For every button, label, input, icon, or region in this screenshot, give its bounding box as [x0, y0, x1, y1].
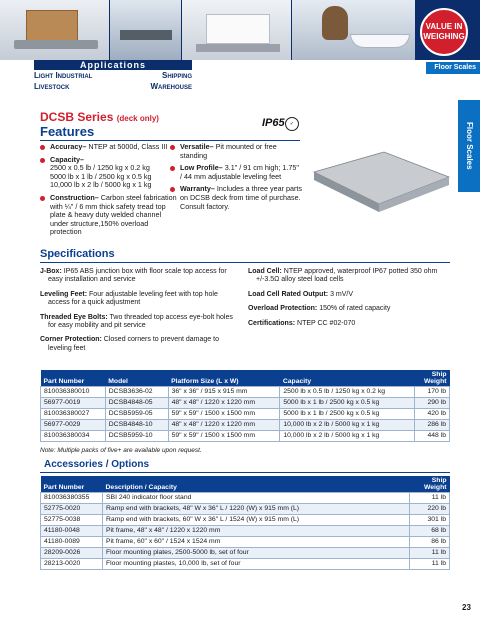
table-cell: 52775-0038	[41, 515, 103, 526]
accessories-heading: Accessories / Options	[44, 459, 150, 470]
feature-label: Versatile–	[180, 142, 214, 151]
features-left-column	[40, 143, 180, 241]
feature-item	[170, 143, 302, 160]
spec-label: Load Cell:	[248, 268, 282, 275]
column-header: Part Number	[41, 370, 106, 387]
table-cell: 59" x 59" / 1500 x 1500 mm	[168, 431, 280, 442]
column-header: Capacity	[280, 370, 414, 387]
spec-item	[248, 291, 450, 299]
table-cell: 810036380034	[41, 431, 106, 442]
features-divider	[40, 140, 300, 141]
applications-list	[34, 70, 192, 92]
feature-text: 5000 lb x 1 lb / 2500 kg x 0.5 kg	[50, 171, 152, 181]
table-cell: Ramp end with brackets, 60" W x 36" L / 1524 (W) x 915 mm (L)	[103, 515, 410, 526]
table-row	[41, 504, 450, 515]
applications-heading: Applications	[34, 60, 192, 70]
table-cell: 59" x 59" / 1500 x 1500 mm	[168, 409, 280, 420]
table-note: Note: Multiple packs of five+ are available upon request.	[40, 447, 202, 454]
ntep-seal-icon: ✓	[285, 117, 299, 131]
models-table	[40, 370, 450, 442]
spec-item	[248, 320, 450, 328]
table-cell: 5000 lb x 1 lb / 2500 kg x 0.5 kg	[280, 398, 414, 409]
spec-label: Certifications:	[248, 319, 296, 327]
series-name: DCSB Series	[40, 110, 114, 124]
table-cell: 41180-0089	[41, 537, 103, 548]
table-row	[41, 548, 450, 559]
application-item: Shipping	[161, 71, 192, 80]
table-cell: 10,000 lb x 2 lb / 5000 kg x 1 kg	[280, 420, 414, 431]
spec-text: 3 mV/V	[330, 290, 354, 298]
package-box	[206, 14, 270, 44]
ip65-rating-icon: IP65	[262, 117, 285, 129]
value-in-weighing-badge	[420, 8, 468, 56]
spec-label: Leveling Feet:	[40, 290, 88, 298]
features-right-column	[170, 143, 302, 215]
feature-text: NTEP at 5000d, Class III	[88, 142, 168, 151]
column-header-line: Weight	[423, 484, 447, 491]
table-cell: 41180-0048	[41, 526, 103, 537]
dog-image	[322, 6, 348, 40]
table-cell: 48" x 48" / 1220 x 1220 mm	[168, 420, 280, 431]
product-photo-shipping-scale	[0, 0, 110, 60]
column-header: Platform Size (L x W)	[168, 370, 280, 387]
column-header-line: Ship	[431, 371, 447, 378]
feature-item	[40, 156, 180, 190]
table-row	[41, 431, 450, 442]
product-photo-pet-scale	[292, 0, 416, 60]
table-cell: DCSB4848-10	[105, 420, 168, 431]
spec-item	[40, 291, 240, 308]
table-cell: 56977-0029	[41, 420, 106, 431]
table-cell: 420 lb	[414, 409, 449, 420]
column-header	[414, 370, 449, 387]
table-cell: 52775-0020	[41, 504, 103, 515]
spec-text: Two threaded top access eye-bolt holes for easy mobility and pit service	[48, 313, 233, 330]
table-cell: 290 lb	[414, 398, 449, 409]
scale-platform	[196, 44, 280, 52]
spec-label: Overload Protection:	[248, 305, 318, 313]
table-cell: 810036380010	[41, 387, 106, 398]
feature-label: Accuracy–	[50, 142, 87, 151]
table-cell: 11 lb	[410, 548, 450, 559]
spec-item	[40, 314, 240, 331]
specifications-right-column	[248, 268, 450, 334]
side-tab-floor-scales[interactable]: Floor Scales	[458, 100, 480, 192]
package-box	[26, 10, 78, 42]
table-cell: 448 lb	[414, 431, 449, 442]
table-row	[41, 537, 450, 548]
table-cell: 810036380355	[41, 493, 103, 504]
spec-label: Corner Protection:	[40, 336, 102, 344]
table-cell: SBI 240 indicator floor stand	[103, 493, 410, 504]
table-cell: 2500 lb x 0.5 lb / 1250 kg x 0.2 kg	[280, 387, 414, 398]
table-cell: 48" x 48" / 1220 x 1220 mm	[168, 398, 280, 409]
table-row	[41, 409, 450, 420]
feature-label: Low Profile–	[180, 163, 223, 173]
table-cell: 28209-0026	[41, 548, 103, 559]
accessories-table	[40, 476, 450, 570]
feature-text: Includes a three year parts on DCSB deck from time of purchase. Consult factory.	[180, 184, 302, 211]
table-cell: 301 lb	[410, 515, 450, 526]
feature-label: Construction–	[50, 192, 99, 202]
spec-text: IP65 ABS junction box with floor scale top access for easy installation and service	[48, 268, 227, 284]
table-cell: 86 lb	[410, 537, 450, 548]
table-row	[41, 526, 450, 537]
table-row	[41, 493, 450, 504]
column-header-line: Weight	[423, 378, 447, 385]
spec-item	[248, 305, 450, 313]
feature-item	[170, 164, 302, 181]
table-row	[41, 559, 450, 570]
accessories-divider	[40, 472, 450, 473]
feature-item	[40, 194, 180, 237]
feature-item	[40, 143, 180, 152]
table-cell: 11 lb	[410, 493, 450, 504]
floor-scale-product-image	[304, 132, 454, 230]
spec-text: Four adjustable leveling feet with top hole access for a quick adjustment	[48, 290, 218, 307]
table-cell: DCSB5959-10	[105, 431, 168, 442]
spec-text: NTEP CC #02-070	[297, 319, 356, 327]
table-cell: 170 lb	[414, 387, 449, 398]
section-tab-floor-scales[interactable]: Floor Scales	[426, 62, 480, 74]
badge-line-2: WEIGHING	[423, 32, 465, 41]
table-cell: 5000 lb x 1 lb / 2500 kg x 0.5 kg	[280, 409, 414, 420]
specifications-heading: Specifications	[40, 248, 115, 260]
table-cell: 68 lb	[410, 526, 450, 537]
pet-scale-tray	[350, 34, 410, 48]
application-item: Light Industrial	[34, 71, 93, 80]
table-cell: Pit frame, 48" x 48" / 1220 x 1220 mm	[103, 526, 410, 537]
feature-text: Carbon steel fabrication with ¼" / 6 mm thick safety tread top plate & heavy duty welded channel under structure,150% overload protection	[50, 192, 177, 237]
series-note: (deck only)	[116, 114, 159, 123]
spec-label: Threaded Eye Bolts:	[40, 313, 108, 321]
badge-line-1: VALUE IN	[425, 22, 463, 31]
table-cell: Pit frame, 60" x 60" / 1524 x 1524 mm	[103, 537, 410, 548]
feature-label: Capacity–	[50, 154, 84, 164]
spec-text: 150% of rated capacity	[319, 305, 391, 313]
spec-text: NTEP approved, waterproof IP67 potted 350 ohm +/-3.5Ω alloy steel load cells	[256, 268, 438, 284]
table-row	[41, 515, 450, 526]
feature-item	[170, 185, 302, 211]
table-cell: DCSB5959-05	[105, 409, 168, 420]
column-header: Description / Capacity	[103, 476, 410, 493]
feature-text: 10,000 lb x 2 lb / 5000 kg x 1 kg	[50, 180, 152, 190]
table-cell: DCSB4848-05	[105, 398, 168, 409]
deck-top	[314, 152, 449, 204]
feature-text: Pit mounted or free standing	[180, 142, 277, 160]
feature-text: 3.1" / 91 cm high; 1.75" / 44 mm adjustable leveling feet	[180, 163, 299, 181]
specifications-divider	[40, 262, 450, 263]
product-photo-portable-scale	[110, 0, 182, 60]
table-cell: Floor mounting plastes, 10,000 lb, set of four	[103, 559, 410, 570]
spec-label: Load Cell Rated Output:	[248, 290, 329, 298]
table-cell: Floor mounting plates, 2500-5000 lb, set of four	[103, 548, 410, 559]
specifications-left-column	[40, 268, 240, 359]
scale-platform	[120, 30, 172, 40]
table-cell: 10,000 lb x 2 lb / 5000 kg x 1 kg	[280, 431, 414, 442]
table-row	[41, 398, 450, 409]
table-cell: 220 lb	[410, 504, 450, 515]
column-header: Model	[105, 370, 168, 387]
series-title	[40, 110, 159, 124]
feature-label: Warranty–	[180, 184, 215, 194]
page-number: 23	[462, 603, 471, 612]
table-cell: 11 lb	[410, 559, 450, 570]
header-banner	[0, 0, 480, 60]
table-cell: 810036380027	[41, 409, 106, 420]
table-cell: 56977-0019	[41, 398, 106, 409]
spec-item	[248, 268, 450, 285]
column-header: Part Number	[41, 476, 103, 493]
features-heading: Features	[40, 124, 95, 139]
spec-item	[40, 268, 240, 285]
application-item: Livestock	[34, 82, 70, 91]
application-item: Warehouse	[150, 82, 192, 91]
spec-text: Closed corners to prevent damage to leveling feet	[48, 336, 219, 352]
table-cell: Ramp end with brackets, 48" W x 36" L / 1220 (W) x 915 mm (L)	[103, 504, 410, 515]
table-row	[41, 420, 450, 431]
table-cell: 28213-0020	[41, 559, 103, 570]
table-cell: 36" x 36" / 915 x 915 mm	[168, 387, 280, 398]
table-cell: 286 lb	[414, 420, 449, 431]
table-row	[41, 387, 450, 398]
column-header-line: Ship	[431, 477, 447, 484]
spec-label: J-Box:	[40, 268, 62, 275]
spec-item	[40, 336, 240, 353]
product-photo-bench-scale	[182, 0, 292, 60]
table-header-row	[41, 476, 450, 493]
feature-text: 2500 x 0.5 lb / 1250 kg x 0.2 kg	[50, 163, 150, 173]
scale-platform	[14, 40, 98, 49]
table-cell: DCSB3636-02	[105, 387, 168, 398]
column-header	[410, 476, 450, 493]
table-header-row	[41, 370, 450, 387]
